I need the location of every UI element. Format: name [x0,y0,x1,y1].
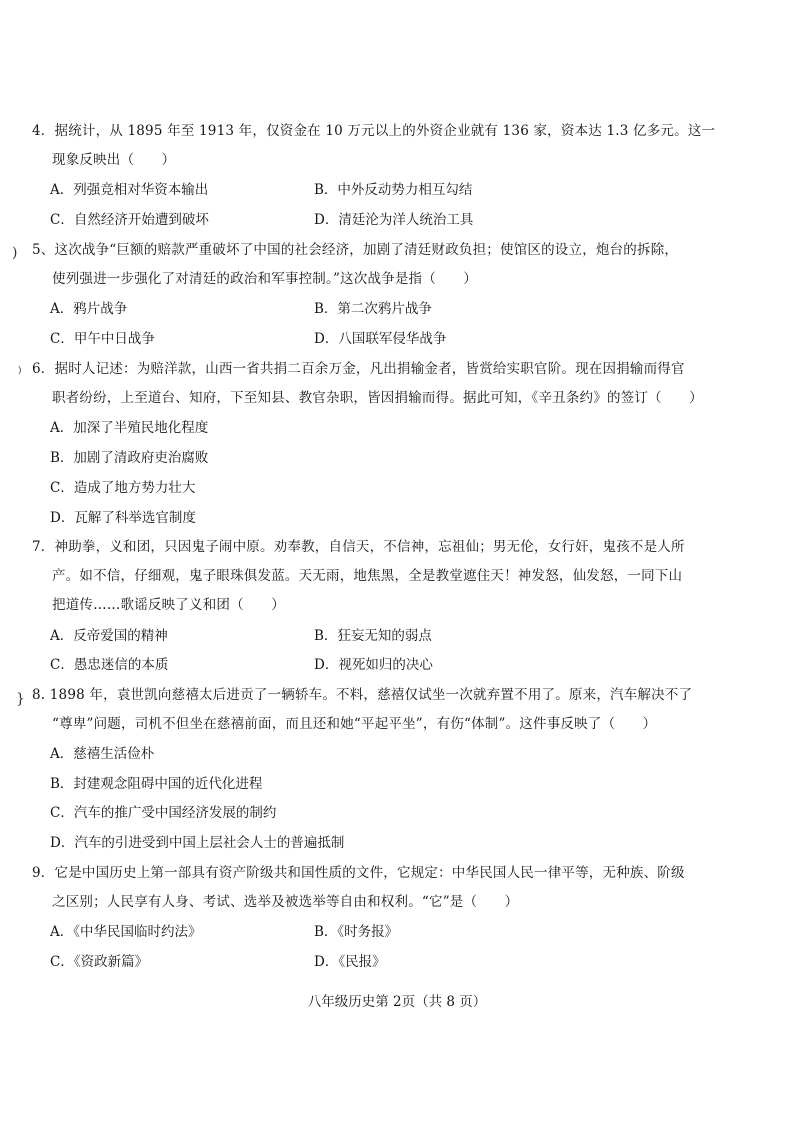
question-stem-line: 5、这次战争“巨额的赔款严重破坏了中国的社会经济，加剧了清廷财政负担；使馆区的设立，炮台的拆除， [32,242,679,258]
question-stem-line: 之区别；人民享有人身、考试、选举及被选举等自由和权利。“它”是（ ） [52,894,519,910]
option-a[interactable]: A．《中华民国临时约法》 [50,924,202,940]
option-a[interactable]: A．反帝爱国的精神 [50,628,168,644]
option-d[interactable]: D．汽车的引进受到中国上层社会人士的普遍抵制 [50,835,345,851]
question-stem-line: “尊卑”问题，司机不但坐在慈禧前面，而且还和她“平起平坐”，有伤“体制”。这件事反映了（ ） [52,716,657,732]
margin-mark: ) [12,245,18,261]
option-d[interactable]: D．八国联军侵华战争 [314,331,447,347]
question-stem-line: 使列强进一步强化了对清廷的政治和军事控制。”这次战争是指（ ） [52,271,478,287]
option-c[interactable]: C．《资政新篇》 [50,954,149,970]
question-stem-line: 职者纷纷，上至道台、知府，下至知县、教官杂职，皆因捐输而得。据此可知，《辛丑条约》的签订（ ） [52,390,703,406]
option-d[interactable]: D．瓦解了科举选官制度 [50,510,196,526]
option-b[interactable]: B．中外反动势力相互勾结 [314,182,473,198]
option-d[interactable]: D．《民报》 [314,954,386,970]
option-b[interactable]: B．第二次鸦片战争 [314,301,432,317]
question-stem-line: 现象反映出（ ） [52,152,176,168]
question-stem-line: 6．据时人记述：为赔洋款，山西一省共捐二百余万金，凡出捐输金者，皆赏给实职官阶。现在因捐输而得官 [32,361,685,377]
question-stem-line: 产。如不信，仔细观，鬼子眼珠俱发蓝。天无雨，地焦黑，全是教堂遮住天！神发怒，仙发怒，一同下山 [52,568,683,584]
question-stem-line: 把道传……歌谣反映了义和团（ ） [52,597,285,613]
option-a[interactable]: A．列强竞相对华资本输出 [50,182,209,198]
option-b[interactable]: B．加剧了清政府吏治腐败 [50,450,209,466]
margin-mark: } [16,691,25,707]
option-c[interactable]: C．造成了地方势力壮大 [50,480,196,496]
option-c[interactable]: C．汽车的推广受中国经济发展的制约 [50,805,277,821]
question-stem-line: 7．神助拳，义和团，只因鬼子闹中原。劝奉教，自信天，不信神，忘祖仙；男无伦，女行奸，鬼孩不是人所 [32,539,685,555]
margin-mark: ) [18,366,22,376]
option-d[interactable]: D．清廷沦为洋人统治工具 [314,212,474,228]
option-b[interactable]: B．狂妄无知的弱点 [314,628,432,644]
question-stem-line: 4．据统计，从 1895 年至 1913 年，仅资金在 10 万元以上的外资企业就有 136 家，资本达 1.3 亿多元。这一 [32,123,716,139]
option-a[interactable]: A．鸦片战争 [50,301,128,317]
page-footer: 八年级历史第 2页（共 8 页） [307,994,487,1010]
question-stem-line: 8. 1898 年，袁世凯向慈禧太后进贡了一辆轿车。不料，慈禧仅试坐一次就弃置不用了。原来，汽车解决不了 [32,687,693,703]
question-stem-line: 9．它是中国历史上第一部具有资产阶级共和国性质的文件，它规定：中华民国人民一律平等，无种族、阶级 [32,865,685,881]
option-a[interactable]: A．慈禧生活俭朴 [50,746,155,762]
option-c[interactable]: C．愚忠迷信的本质 [50,657,169,673]
option-b[interactable]: B．《时务报》 [314,924,399,940]
option-b[interactable]: B．封建观念阻碍中国的近代化进程 [50,776,263,792]
option-a[interactable]: A．加深了半殖民地化程度 [50,420,209,436]
option-d[interactable]: D．视死如归的决心 [314,657,433,673]
option-c[interactable]: C．甲午中日战争 [50,331,155,347]
option-c[interactable]: C．自然经济开始遭到破坏 [50,212,209,228]
